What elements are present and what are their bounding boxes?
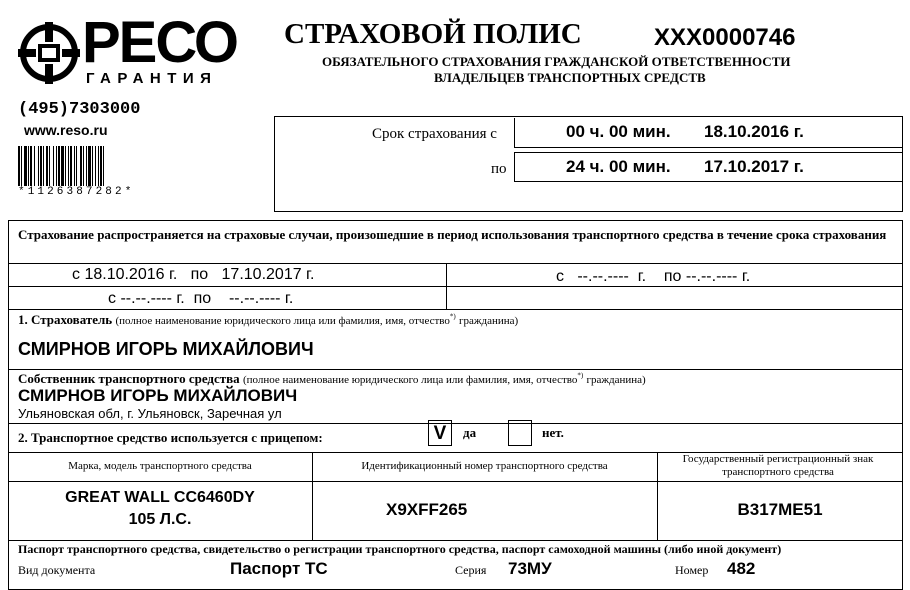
term-to-time: 24 ч. 00 мин. bbox=[566, 157, 671, 176]
logo-subtitle: ГАРАНТИЯ bbox=[86, 70, 218, 87]
period-1: с 18.10.2016 г. по 17.10.2017 г. bbox=[72, 266, 315, 283]
term-to-date: 17.10.2017 г. bbox=[704, 157, 804, 176]
insurer-name: СМИРНОВ ИГОРЬ МИХАЙЛОВИЧ bbox=[18, 339, 314, 359]
trailer-no-label: нет. bbox=[542, 425, 564, 440]
vehicle-plate: В317МЕ51 bbox=[737, 500, 823, 519]
term-to-label: по bbox=[491, 161, 507, 177]
term-from-label: Срок страхования с bbox=[372, 126, 497, 142]
trailer-yes-label: да bbox=[463, 425, 477, 440]
term-from-time: 00 ч. 00 мин. bbox=[566, 122, 671, 141]
insurer-note: (полное наименование юридического лица или фамилия, имя, отчество bbox=[115, 315, 450, 327]
vehicle-model-line-1: GREAT WALL CC6460DY bbox=[65, 489, 255, 506]
document-number-label: Номер bbox=[675, 563, 709, 577]
phone-number: (495)7303000 bbox=[18, 100, 141, 119]
document-series-label: Серия bbox=[455, 563, 487, 577]
insurer-label: 1. Страхователь bbox=[18, 312, 113, 327]
owner-name: СМИРНОВ ИГОРЬ МИХАЙЛОВИЧ bbox=[18, 386, 298, 405]
term-from-date: 18.10.2016 г. bbox=[704, 122, 804, 141]
barcode-text: *1126387282* bbox=[18, 186, 135, 198]
owner-note-sup: *) bbox=[577, 371, 584, 380]
vehicle-vin: X9XFF265 bbox=[386, 500, 468, 519]
vehicle-model-line-2: 105 Л.С. bbox=[128, 511, 192, 528]
logo-text: РЕСО bbox=[82, 10, 237, 75]
insurer-note-end: гражданина) bbox=[459, 315, 519, 327]
period-2: с --.--.---- г. по --.--.---- г. bbox=[556, 268, 751, 285]
trailer-yes-checkbox[interactable]: V bbox=[428, 420, 452, 446]
periods-intro: Страхование распространяется на страховые случаи, произошедшие в период использования транспортного средства в течение срока страхования bbox=[18, 227, 887, 242]
website: www.reso.ru bbox=[24, 122, 108, 138]
document-type-label: Вид документа bbox=[18, 563, 96, 577]
owner-note-end: гражданина) bbox=[586, 374, 646, 386]
trailer-no-checkbox[interactable] bbox=[508, 420, 532, 446]
document-type-value: Паспорт ТС bbox=[230, 559, 328, 578]
document-header: Паспорт транспортного средства, свидетельство о регистрации транспортного средства, паспорт самоходной машины (либо иной документ) bbox=[18, 542, 782, 556]
subtitle-line-2: ВЛАДЕЛЬЦЕВ ТРАНСПОРТНЫХ СРЕДСТВ bbox=[434, 70, 706, 85]
owner-note: (полное наименование юридического лица или фамилия, имя, отчество bbox=[242, 374, 578, 386]
insurer-note-sup: *) bbox=[449, 312, 456, 321]
insurer-label-line bbox=[18, 312, 518, 328]
reso-logo-icon bbox=[18, 20, 80, 86]
owner-address: Ульяновская обл, г. Ульяновск, Заречная ул bbox=[18, 406, 282, 421]
period-3: с --.--.---- г. по --.--.---- г. bbox=[108, 290, 294, 307]
policy-number: XXX0000746 bbox=[654, 24, 796, 51]
document-series-value: 73МУ bbox=[508, 559, 552, 578]
vehicle-plate-header: Государственный регистрационный знак транспортного средства bbox=[682, 453, 874, 478]
owner-label-line bbox=[18, 371, 646, 387]
subtitle-line-1: ОБЯЗАТЕЛЬНОГО СТРАХОВАНИЯ ГРАЖДАНСКОЙ ОТВЕТСТВЕННОСТИ bbox=[322, 54, 791, 69]
trailer-label: 2. Транспортное средство используется с прицепом: bbox=[18, 430, 323, 445]
document-number-value: 482 bbox=[727, 559, 756, 578]
vehicle-model-header: Марка, модель транспортного средства bbox=[68, 460, 252, 472]
page-title: СТРАХОВОЙ ПОЛИС bbox=[284, 18, 582, 50]
owner-label: Собственник транспортного средства bbox=[18, 371, 240, 386]
vehicle-vin-header: Идентификационный номер транспортного средства bbox=[361, 460, 608, 472]
barcode bbox=[18, 146, 160, 186]
